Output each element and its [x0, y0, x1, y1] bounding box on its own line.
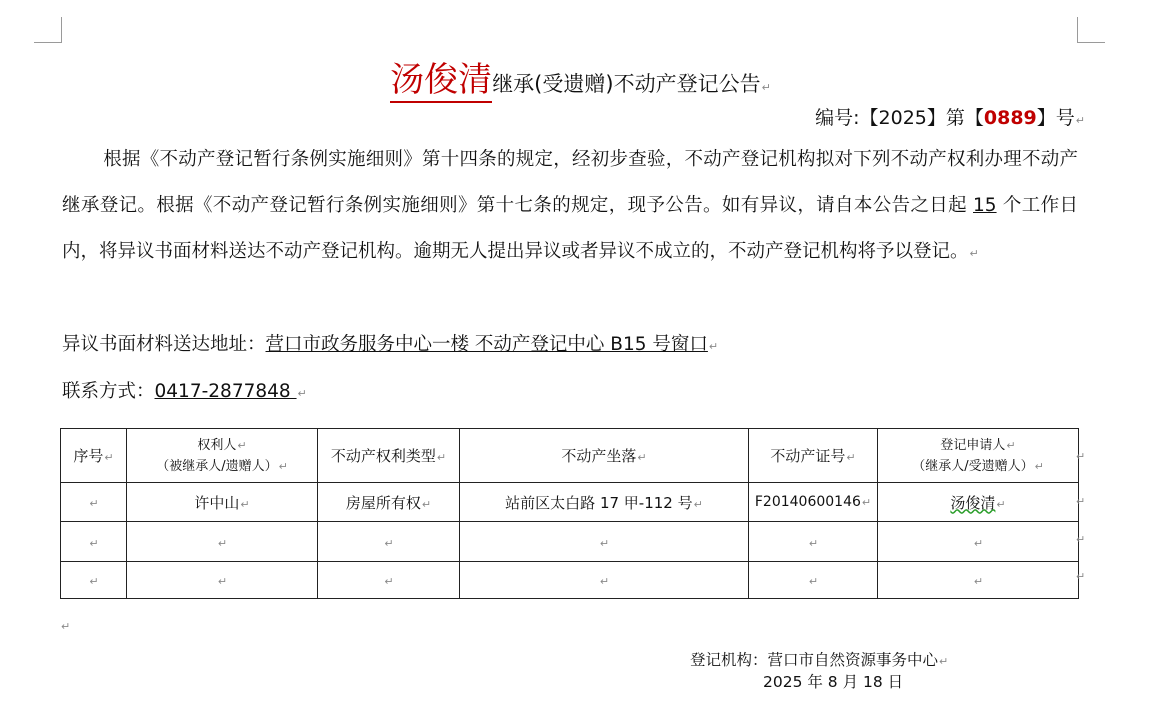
cell-location: ↵: [460, 562, 749, 599]
cell-right-type: 房屋所有权↵: [318, 483, 460, 522]
cell-applicant: ↵: [878, 562, 1079, 599]
agency-value: 营口市自然资源事务中心: [767, 651, 939, 669]
table-header-row: [61, 429, 1079, 483]
table-row: [61, 522, 1079, 562]
crop-mark-top-right: [1077, 17, 1105, 43]
docno-number: 0889: [983, 107, 1037, 129]
contact-value: 0417-2877848: [154, 381, 297, 402]
address-line: [62, 330, 718, 356]
header-right-type: 不动产权利类型↵: [318, 429, 460, 483]
header-location: 不动产坐落↵: [460, 429, 749, 483]
header-cert-no: 不动产证号↵: [749, 429, 878, 483]
property-table: [60, 428, 1079, 599]
row-end-mark-icon: ↵: [1076, 495, 1086, 508]
row-end-mark-icon: ↵: [1076, 570, 1086, 583]
contact-line: [62, 377, 307, 403]
title-text: 继承(受遗赠)不动产登记公告: [492, 72, 761, 96]
cell-applicant: ↵: [878, 522, 1079, 562]
crop-mark-top-left: [34, 17, 62, 43]
cell-seq: ↵: [61, 483, 127, 522]
table-row: [61, 562, 1079, 599]
table-row: [61, 483, 1079, 522]
cell-holder: 许中山↵: [127, 483, 318, 522]
paragraph-mark-icon: ↵: [969, 247, 979, 260]
paragraph-mark-icon: ↵: [1075, 114, 1085, 127]
document-number: [815, 103, 1085, 130]
cell-location: 站前区太白路 17 甲-112 号↵: [460, 483, 749, 522]
header-applicant: 登记申请人↵ （继承人/受遗赠人）↵: [878, 429, 1079, 483]
paragraph-mark-icon: ↵: [708, 340, 719, 353]
notice-date: 2025 年 8 月 18 日: [763, 673, 904, 691]
cell-holder: ↵: [127, 522, 318, 562]
cell-applicant: 汤俊清↵: [878, 483, 1079, 522]
body-text-part-2: 个工作日内，将异议书面材料送达不动产登记机构。逾期无人提出异议或者异议不成立的，不动产登记机构将予以登记。: [62, 195, 1078, 262]
cell-cert-no: ↵: [749, 562, 878, 599]
paragraph-mark-icon: ↵: [939, 655, 949, 668]
row-end-mark-icon: ↵: [1076, 450, 1086, 463]
paragraph-mark-icon: ↵: [297, 387, 307, 400]
docno-suffix: 】号: [1036, 107, 1075, 129]
cell-right-type: ↵: [318, 562, 460, 599]
cell-location: ↵: [460, 522, 749, 562]
address-value: 营口市政务服务中心一楼 不动产登记中心 B15 号窗口: [265, 334, 708, 355]
agency-label: 登记机构：: [690, 651, 768, 669]
paragraph-mark-icon: ↵: [61, 620, 71, 633]
objection-days: 15: [973, 195, 997, 216]
notice-title: [0, 52, 1161, 101]
address-label: 异议书面材料送达地址：: [62, 334, 266, 355]
row-end-mark-icon: ↵: [1076, 533, 1086, 546]
cell-seq: ↵: [61, 562, 127, 599]
body-text-part-1: 根据《不动产登记暂行条例实施细则》第十四条的规定，经初步查验，不动产登记机构拟对下列不动产权利办理不动产继承登记。根据《不动产登记暂行条例实施细则》第十七条的规定，现予公告。如有异议，请自本公告之日起: [62, 149, 1078, 216]
registration-agency: [690, 648, 948, 670]
header-holder: 权利人↵ （被继承人/遗赠人）↵: [127, 429, 318, 483]
header-seq: 序号↵: [61, 429, 127, 483]
paragraph-mark-icon: ↵: [761, 81, 771, 94]
docno-prefix: 编号:【2025】第【: [815, 107, 984, 129]
cell-holder: ↵: [127, 562, 318, 599]
title-person-name: 汤俊清: [390, 60, 492, 103]
cell-cert-no: F20140600146↵: [749, 483, 878, 522]
cell-right-type: ↵: [318, 522, 460, 562]
cell-cert-no: ↵: [749, 522, 878, 562]
notice-body-paragraph: [62, 137, 1078, 277]
contact-label: 联系方式：: [62, 381, 155, 402]
cell-seq: ↵: [61, 522, 127, 562]
